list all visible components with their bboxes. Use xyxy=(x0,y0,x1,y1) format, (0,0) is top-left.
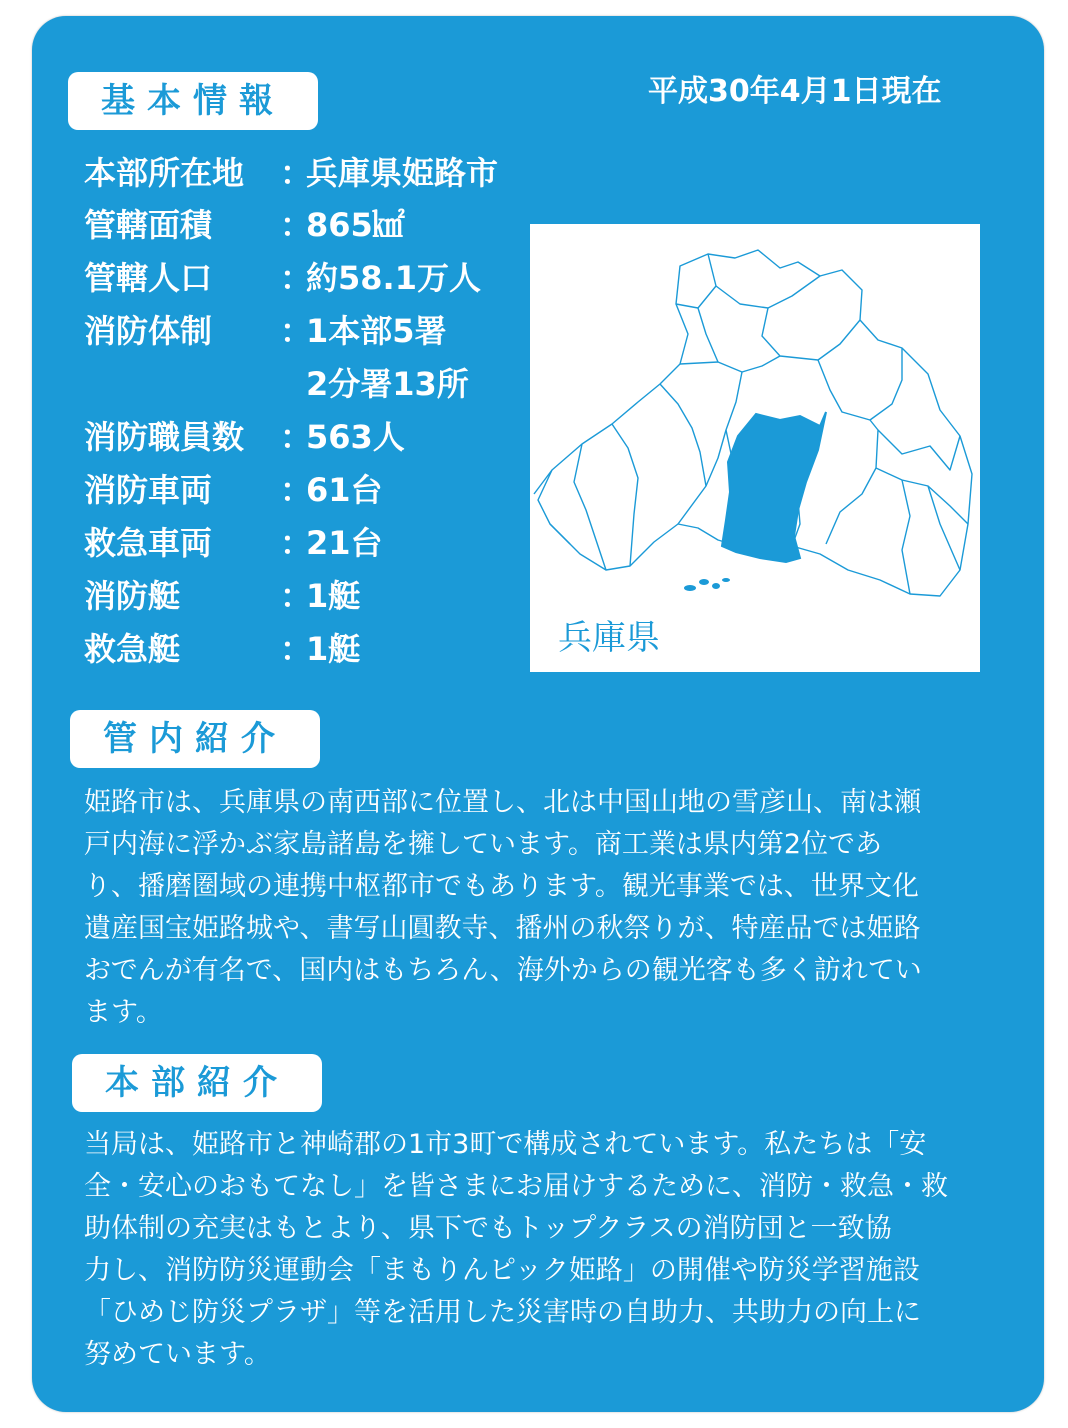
info-value: 865㎢ xyxy=(306,206,405,244)
info-label: 本部所在地 xyxy=(84,154,245,192)
info-colon: ： xyxy=(280,154,313,192)
info-value: 61台 xyxy=(306,471,383,509)
prefecture-map xyxy=(530,224,980,672)
hq-intro-text xyxy=(84,1124,984,1376)
info-colon: ： xyxy=(280,630,313,668)
info-value: 約58.1万人 xyxy=(306,259,481,297)
info-label: 消防体制 xyxy=(84,312,213,350)
map-label: 兵庫県 xyxy=(558,618,660,658)
himeji-city-highlight xyxy=(722,412,826,562)
info-label: 管轄人口 xyxy=(84,259,213,297)
ieshima-islands xyxy=(684,578,730,591)
as-of-date: 平成30年4月1日現在 xyxy=(648,74,942,109)
paragraph-line: 力し、消防防災運動会「まもりんピック姫路」の開催や防災学習施設 xyxy=(84,1255,920,1286)
section-title-basic-info: 基本情報 xyxy=(68,72,318,130)
info-label: 救急艇 xyxy=(84,630,181,668)
info-label: 消防職員数 xyxy=(84,418,245,456)
paragraph-line: 「ひめじ防災プラザ」等を活用した災害時の自助力、共助力の向上に xyxy=(84,1297,921,1328)
info-colon: ： xyxy=(280,206,313,244)
info-value: 563人 xyxy=(306,418,405,456)
paragraph-line: 全・安心のおもてなし」を皆さまにお届けするために、消防・救急・救 xyxy=(84,1171,948,1202)
area-intro-text xyxy=(84,782,984,1034)
hyogo-map-graphic xyxy=(530,224,980,672)
info-colon: ： xyxy=(280,418,313,456)
paragraph-line: おでんが有名で、国内はもちろん、海外からの観光客も多く訪れてい xyxy=(84,955,922,986)
paragraph-line: 遺産国宝姫路城や、書写山圓教寺、播州の秋祭りが、特産品では姫路 xyxy=(84,913,921,944)
info-value: 1本部5署 xyxy=(306,312,447,350)
info-value: 1艇 xyxy=(306,577,361,615)
info-colon: ： xyxy=(280,259,313,297)
paragraph-line: 戸内海に浮かぶ家島諸島を擁しています。商工業は県内第2位であ xyxy=(84,829,883,860)
info-label: 消防車両 xyxy=(84,471,213,509)
info-value: 兵庫県姫路市 xyxy=(306,154,499,192)
info-colon: ： xyxy=(280,471,313,509)
info-colon: ： xyxy=(280,524,313,562)
info-label: 消防艇 xyxy=(84,577,181,615)
paragraph-line: 姫路市は、兵庫県の南西部に位置し、北は中国山地の雪彦山、南は瀬 xyxy=(84,787,921,818)
info-value: 2分署13所 xyxy=(306,365,469,403)
paragraph-line: 努めています。 xyxy=(84,1339,271,1370)
info-value: 1艇 xyxy=(306,630,361,668)
info-label: 救急車両 xyxy=(84,524,213,562)
info-colon: ： xyxy=(280,312,313,350)
info-label: 管轄面積 xyxy=(84,206,213,244)
paragraph-line: り、播磨圏域の連携中枢都市でもあります。観光事業では、世界文化 xyxy=(84,871,919,902)
info-value: 21台 xyxy=(306,524,383,562)
section-title-area-intro: 管内紹介 xyxy=(70,710,320,768)
paragraph-line: 助体制の充実はもとより、県下でもトップクラスの消防団と一致協 xyxy=(84,1213,892,1244)
section-title-hq-intro: 本部紹介 xyxy=(72,1054,322,1112)
paragraph-line: 当局は、姫路市と神崎郡の1市3町で構成されています。私たちは「安 xyxy=(84,1129,927,1160)
info-colon: ： xyxy=(280,577,313,615)
paragraph-line: ます。 xyxy=(84,997,163,1028)
